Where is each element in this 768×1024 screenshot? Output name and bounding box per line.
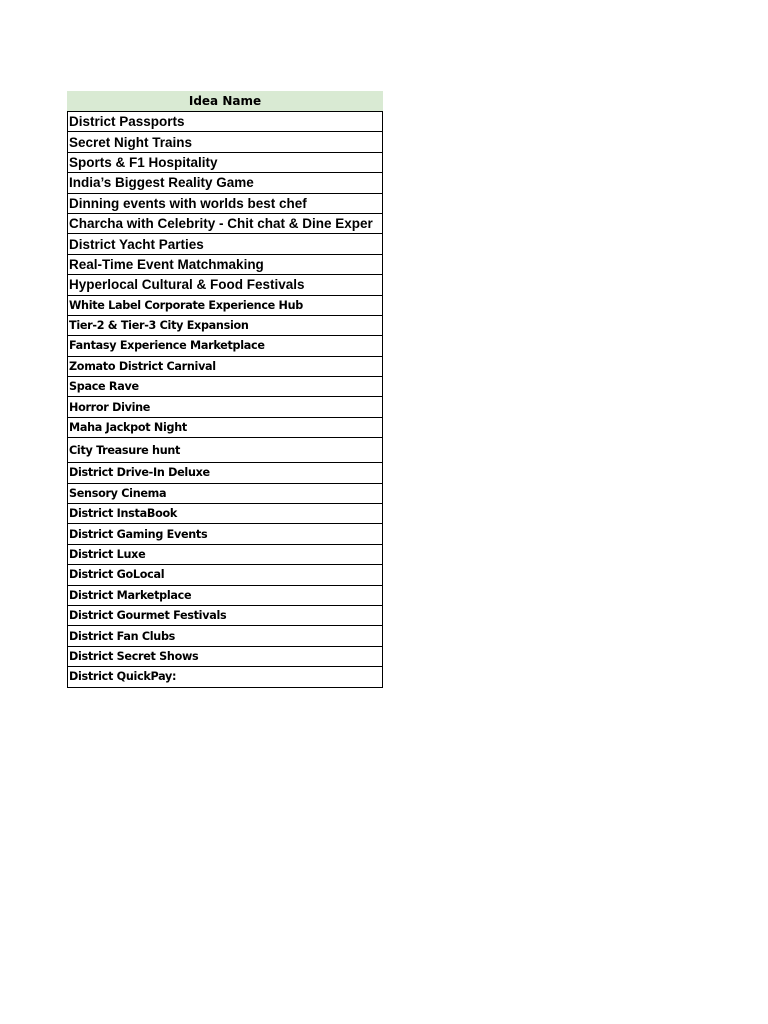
table-row[interactable]: Horror Divine xyxy=(68,397,382,417)
table-row[interactable]: Charcha with Celebrity - Chit chat & Dine Exper xyxy=(68,214,382,234)
table-row[interactable]: District GoLocal xyxy=(68,565,382,585)
table-row[interactable]: District Fan Clubs xyxy=(68,626,382,646)
table-row[interactable]: Space Rave xyxy=(68,377,382,397)
table-row[interactable]: District Gourmet Festivals xyxy=(68,606,382,626)
table-row[interactable]: District Secret Shows xyxy=(68,647,382,667)
table-body xyxy=(67,111,383,688)
column-header-idea-name: Idea Name xyxy=(67,91,383,111)
table-row[interactable]: District Drive-In Deluxe xyxy=(68,463,382,483)
table-row[interactable]: City Treasure hunt xyxy=(68,438,382,463)
table-row[interactable]: Sensory Cinema xyxy=(68,484,382,504)
table-row[interactable]: District InstaBook xyxy=(68,504,382,524)
table-row[interactable]: District Gaming Events xyxy=(68,524,382,544)
table-row[interactable]: District Luxe xyxy=(68,545,382,565)
table-row[interactable]: Zomato District Carnival xyxy=(68,357,382,377)
table-row[interactable]: District Yacht Parties xyxy=(68,234,382,254)
table-row[interactable]: Hyperlocal Cultural & Food Festivals xyxy=(68,275,382,295)
table-row[interactable]: Tier-2 & Tier-3 City Expansion xyxy=(68,316,382,336)
idea-table xyxy=(67,91,383,688)
table-row[interactable]: District QuickPay: xyxy=(68,667,382,687)
table-row[interactable]: India’s Biggest Reality Game xyxy=(68,173,382,193)
table-row[interactable]: White Label Corporate Experience Hub xyxy=(68,296,382,316)
table-row[interactable]: Real-Time Event Matchmaking xyxy=(68,255,382,275)
table-row[interactable]: Dinning events with worlds best chef xyxy=(68,194,382,214)
table-row[interactable]: Secret Night Trains xyxy=(68,132,382,152)
table-row[interactable]: Sports & F1 Hospitality xyxy=(68,153,382,173)
table-row[interactable]: District Passports xyxy=(68,112,382,132)
table-row[interactable]: Fantasy Experience Marketplace xyxy=(68,336,382,356)
table-row[interactable]: District Marketplace xyxy=(68,586,382,606)
table-row[interactable]: Maha Jackpot Night xyxy=(68,418,382,438)
